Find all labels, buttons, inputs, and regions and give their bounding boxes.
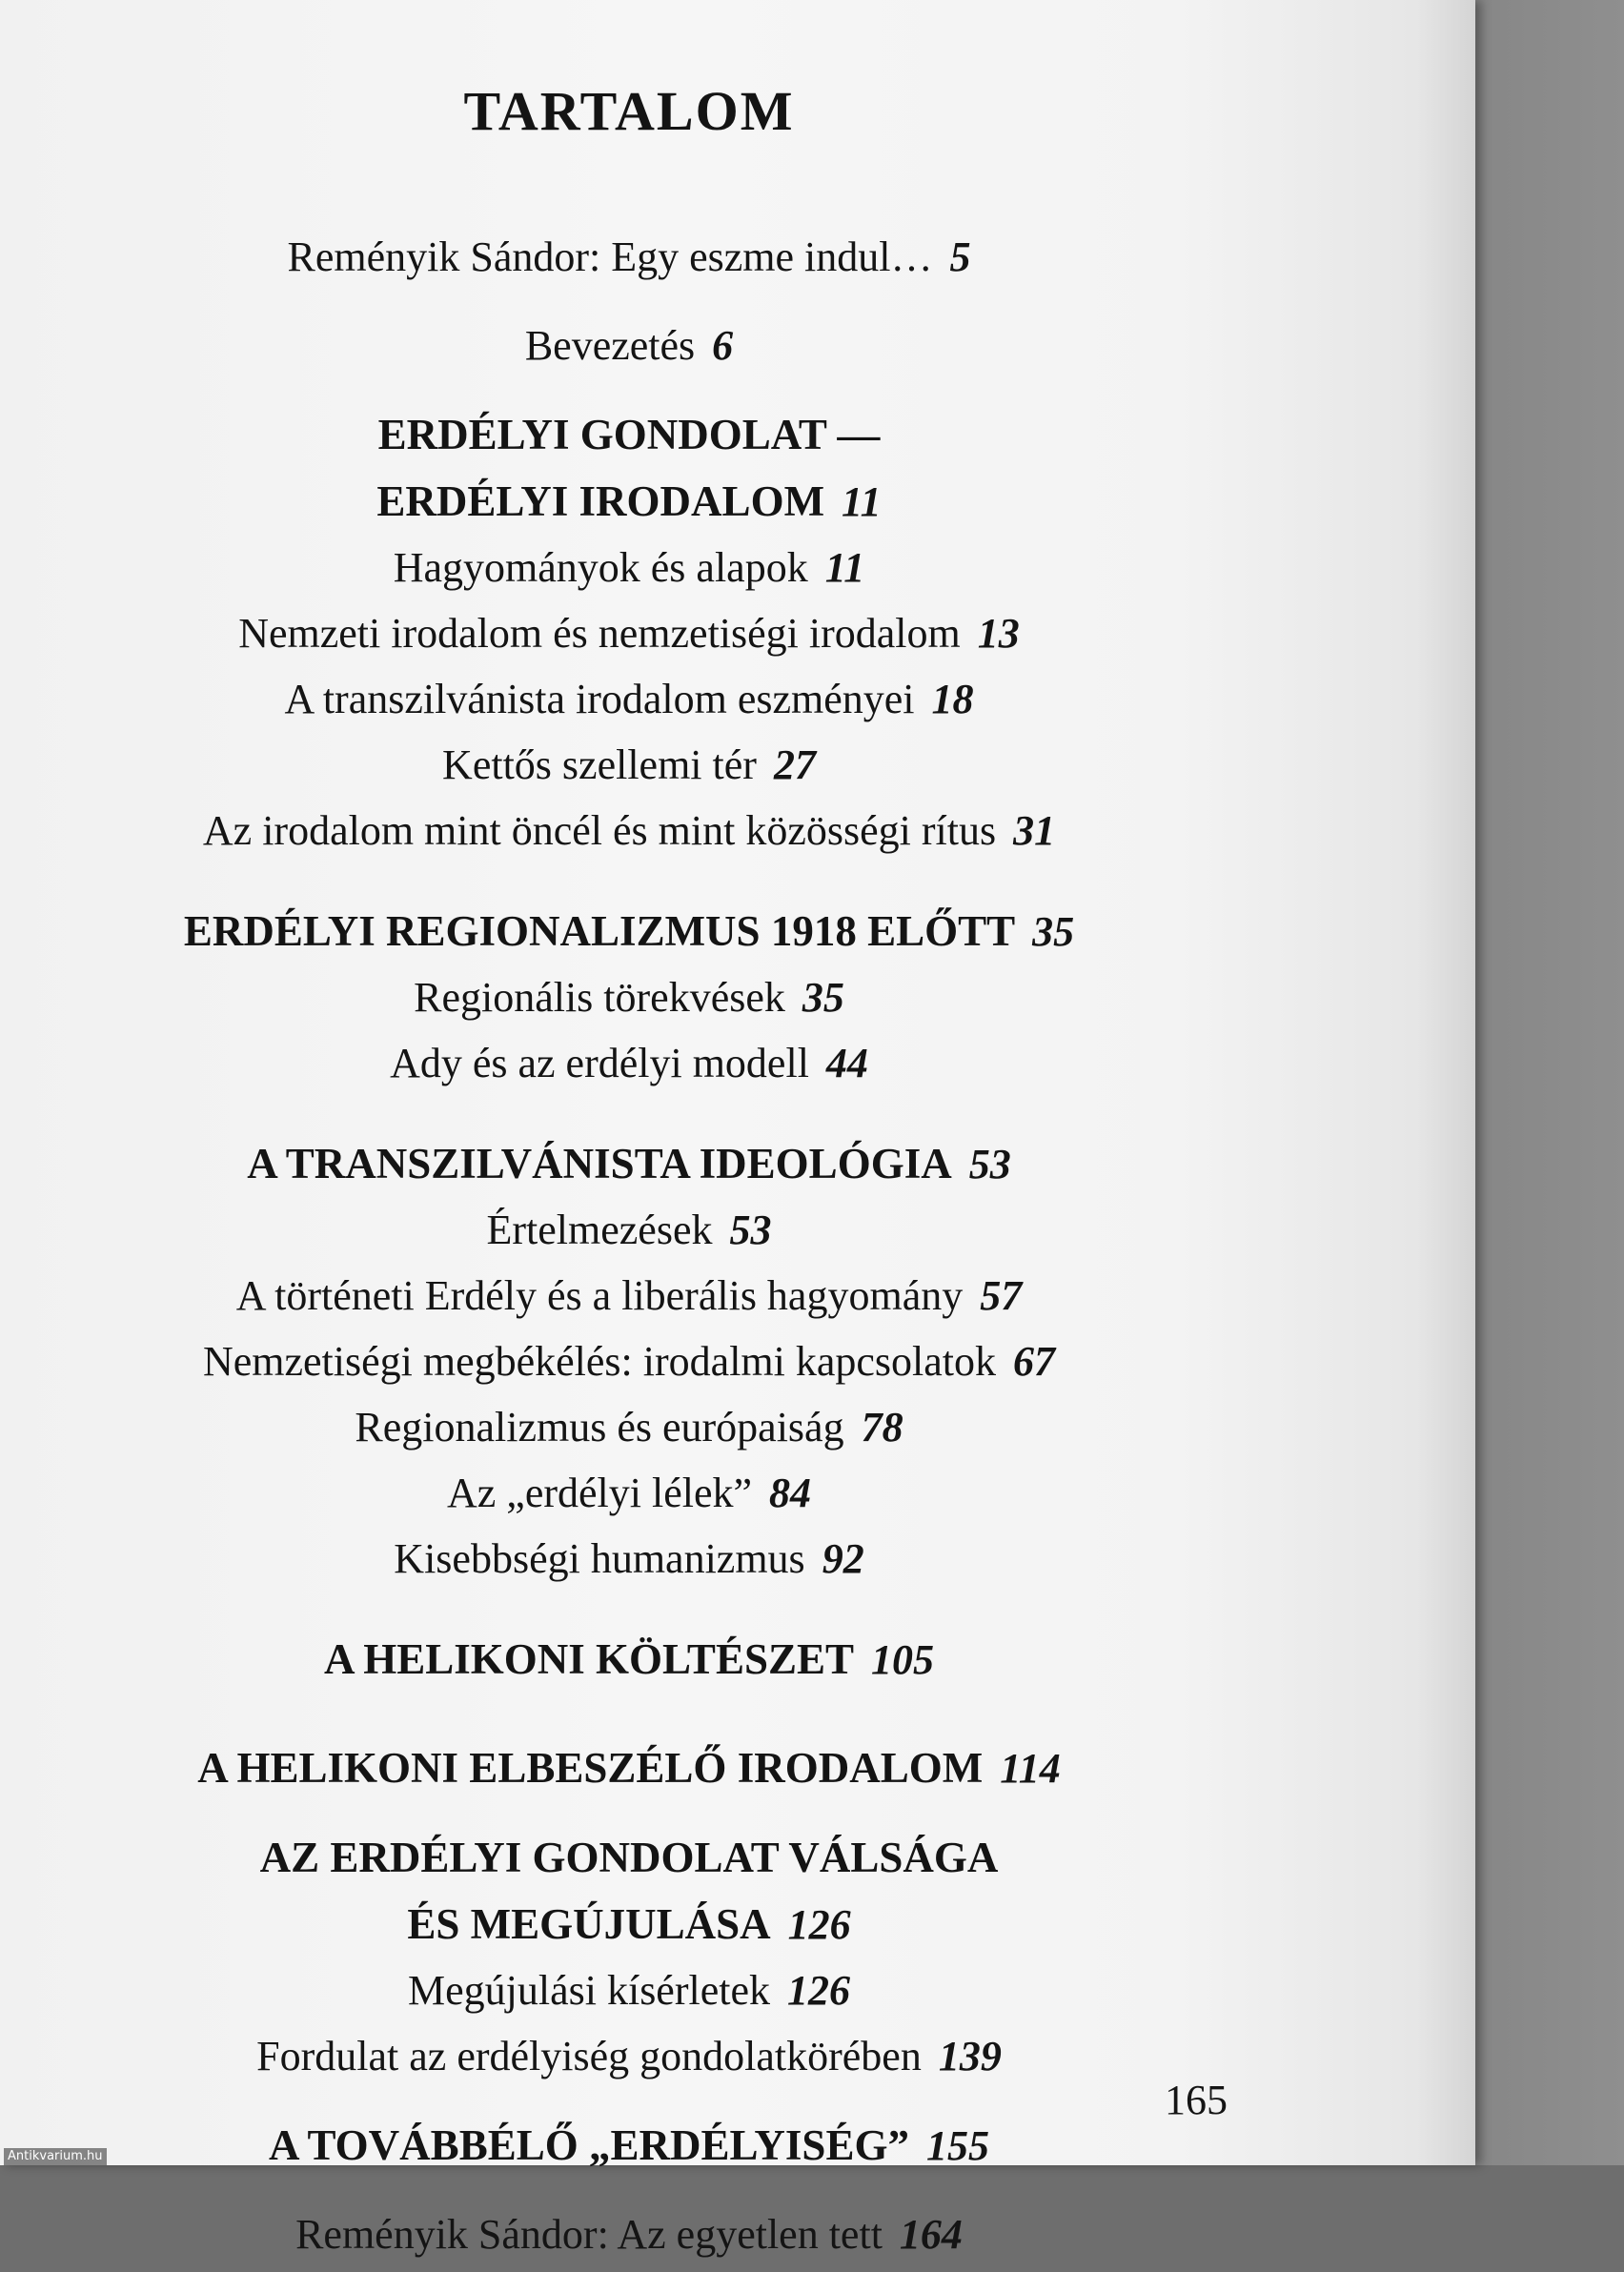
toc-entry-title: Az „erdélyi lélek” <box>446 1470 753 1516</box>
toc-entry-page: 11 <box>842 478 882 525</box>
toc-entry-title: ERDÉLYI IRODALOM <box>376 477 825 525</box>
toc-entry-page: 155 <box>925 2122 989 2169</box>
toc-entry-title: A HELIKONI KÖLTÉSZET <box>323 1635 855 1683</box>
toc-entry-page: 27 <box>773 741 816 788</box>
toc-entry <box>0 1399 1258 1465</box>
toc-entry-title: A TRANSZILVÁNISTA IDEOLÓGIA <box>247 1140 952 1187</box>
toc-entry-title: Fordulat az erdélyiség gondolatkörében <box>256 2033 922 2079</box>
toc-entry-title: ÉS MEGÚJULÁSA <box>407 1900 771 1948</box>
toc-entry-page: 84 <box>769 1470 812 1516</box>
toc-entry <box>0 1333 1258 1399</box>
toc-entry <box>0 1531 1258 1596</box>
toc-entry-title: A transzilvánista irodalom eszményei <box>284 676 915 722</box>
toc-section-heading <box>0 1631 1258 1697</box>
toc-entry <box>0 737 1258 802</box>
toc-entry-page: 126 <box>787 1967 850 2014</box>
toc-entry-title: Regionalizmus és európaiság <box>355 1404 844 1450</box>
table-of-contents <box>0 78 1258 2272</box>
toc-entry-title: Hagyományok és alapok <box>393 544 808 591</box>
toc-entry-title: Reményik Sándor: Az egyetlen tett <box>295 2211 883 2258</box>
toc-section-heading <box>0 473 1258 539</box>
toc-entry-title: Értelmezések <box>486 1207 713 1253</box>
toc-heading: TARTALOM <box>463 80 795 142</box>
toc-entries <box>0 229 1258 2272</box>
toc-entry-page: 6 <box>712 322 734 369</box>
toc-entry <box>0 605 1258 671</box>
toc-entry-page: 164 <box>899 2211 963 2258</box>
toc-entry-title: Az irodalom mint öncél és mint közösségi rítus <box>202 807 997 854</box>
toc-entry-title: Ady és az erdélyi modell <box>390 1040 809 1086</box>
toc-entry-title: AZ ERDÉLYI GONDOLAT VÁLSÁGA <box>259 1834 999 1881</box>
toc-entry-page: 31 <box>1013 807 1056 854</box>
toc-entry <box>0 1202 1258 1268</box>
page-number: 165 <box>1165 2077 1228 2123</box>
toc-entry-page: 105 <box>871 1636 935 1683</box>
toc-entry-title: Bevezetés <box>524 322 696 369</box>
toc-entry-title: Megújulási kísérletek <box>407 1967 770 2014</box>
toc-entry <box>0 1268 1258 1333</box>
toc-section-heading <box>0 1739 1258 1806</box>
toc-entry <box>0 1035 1258 1101</box>
toc-entry-title: ERDÉLYI GONDOLAT — <box>377 411 881 458</box>
toc-entry-page: 92 <box>822 1535 864 1582</box>
toc-section-heading <box>0 1829 1258 1896</box>
toc-entry-title: Nemzeti irodalom és nemzetiségi irodalom <box>238 610 961 657</box>
toc-entry <box>0 317 1258 383</box>
toc-entry <box>0 671 1258 737</box>
toc-entry-page: 13 <box>977 610 1020 657</box>
toc-entry <box>0 2206 1258 2272</box>
toc-entry-page: 67 <box>1013 1338 1056 1385</box>
toc-entry-page: 5 <box>949 233 971 280</box>
toc-entry-page: 18 <box>931 676 974 722</box>
toc-entry-title: Kettős szellemi tér <box>442 741 757 788</box>
toc-entry <box>0 969 1258 1035</box>
toc-section-heading <box>0 2117 1258 2183</box>
watermark-text: Antikvarium.hu <box>4 2148 107 2165</box>
toc-entry-page: 53 <box>729 1207 772 1253</box>
toc-entry-title: Kisebbségi humanizmus <box>394 1535 805 1582</box>
toc-entry-page: 44 <box>825 1040 868 1086</box>
toc-entry <box>0 2028 1258 2094</box>
toc-entry-page: 139 <box>938 2033 1002 2079</box>
toc-entry-title: A HELIKONI ELBESZÉLŐ IRODALOM <box>197 1744 984 1792</box>
toc-section-heading <box>0 406 1258 473</box>
toc-entry-title: A TOVÁBBÉLŐ „ERDÉLYISÉG” <box>269 2121 909 2169</box>
toc-entry-page: 11 <box>824 544 865 591</box>
toc-entry-title: Regionális törekvések <box>414 974 785 1021</box>
toc-entry-page: 78 <box>861 1404 903 1450</box>
toc-entry-page: 35 <box>1032 908 1075 955</box>
toc-entry-page: 35 <box>802 974 844 1021</box>
toc-entry <box>0 1962 1258 2028</box>
toc-section-heading <box>0 903 1258 969</box>
toc-entry-title: ERDÉLYI REGIONALIZMUS 1918 ELŐTT <box>183 907 1016 955</box>
toc-entry-page: 126 <box>787 1901 851 1948</box>
toc-entry <box>0 1465 1258 1531</box>
toc-section-heading <box>0 1135 1258 1202</box>
toc-entry-page: 57 <box>980 1272 1023 1319</box>
toc-entry-page: 114 <box>1000 1745 1061 1792</box>
toc-entry <box>0 802 1258 868</box>
toc-entry-title: Nemzetiségi megbékélés: irodalmi kapcsolatok <box>202 1338 997 1385</box>
toc-section-heading <box>0 1896 1258 1962</box>
toc-entry-title: Reményik Sándor: Egy eszme indul… <box>287 233 933 280</box>
toc-entry <box>0 229 1258 294</box>
toc-entry-page: 53 <box>968 1141 1011 1187</box>
toc-entry-title: A történeti Erdély és a liberális hagyomány <box>235 1272 964 1319</box>
toc-entry <box>0 539 1258 605</box>
